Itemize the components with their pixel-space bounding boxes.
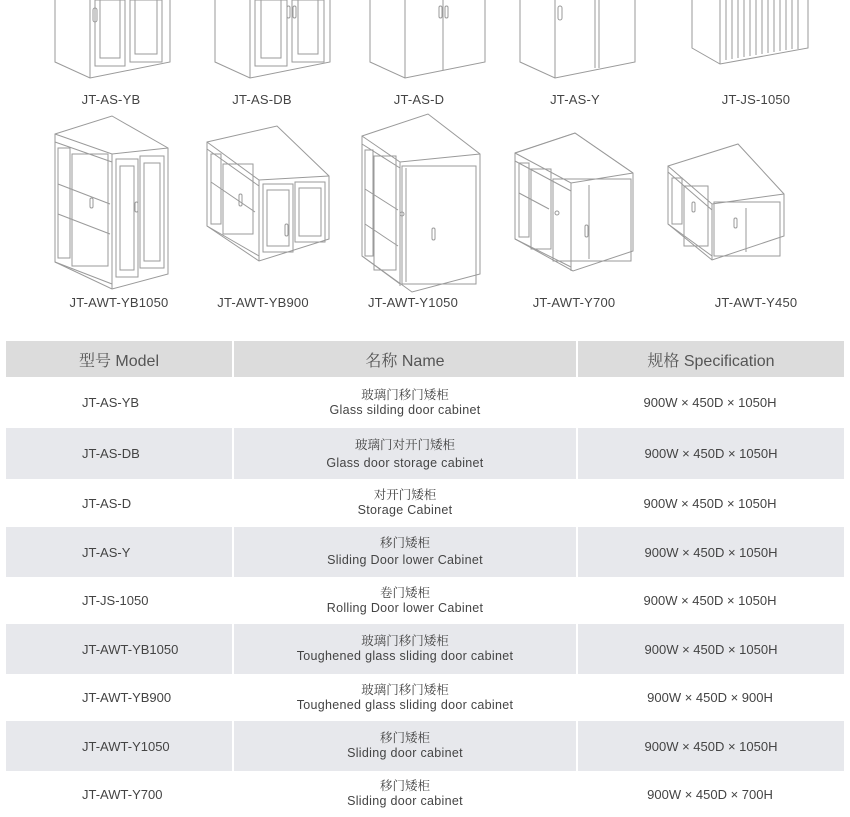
cell-name bbox=[234, 674, 578, 721]
cell-name bbox=[234, 428, 578, 479]
cell-model: JT-AS-DB bbox=[6, 428, 234, 479]
name-en: Rolling Door lower Cabinet bbox=[326, 600, 484, 615]
name-en: Toughened glass sliding door cabinet bbox=[296, 697, 514, 712]
cell-model: JT-AS-D bbox=[82, 495, 132, 511]
name-en: Sliding door cabinet bbox=[347, 746, 463, 760]
cell-spec: 900W × 450D × 900H bbox=[647, 690, 773, 705]
gallery-caption: JT-AS-YB bbox=[81, 92, 141, 107]
cell-spec: 900W × 450D × 1050H bbox=[643, 495, 777, 511]
cell-name bbox=[234, 527, 578, 577]
table-row bbox=[6, 377, 844, 428]
cell-name bbox=[234, 577, 578, 624]
gallery-caption: JT-AWT-Y1050 bbox=[367, 295, 459, 310]
gallery-caption: JT-AWT-Y700 bbox=[532, 295, 616, 310]
table-row bbox=[6, 771, 844, 817]
cell-spec: 900W × 450D × 1050H bbox=[578, 624, 844, 674]
header-spec: 规格 Specification bbox=[578, 341, 844, 377]
name-en: Glass door storage cabinet bbox=[326, 455, 484, 470]
name-zh: 对开门矮柜 bbox=[373, 488, 437, 502]
name-zh: 玻璃门移门矮柜 bbox=[361, 634, 449, 648]
name-zh: 玻璃门移门矮柜 bbox=[361, 387, 449, 402]
name-zh: 移门矮柜 bbox=[379, 779, 430, 793]
cell-spec: 900W × 450D × 1050H bbox=[578, 428, 844, 479]
cell-spec: 900W × 450D × 1050H bbox=[578, 721, 844, 771]
table-row bbox=[6, 527, 844, 577]
name-zh: 移门矮柜 bbox=[379, 731, 430, 745]
name-en: Storage Cabinet bbox=[357, 503, 453, 517]
table-row bbox=[6, 674, 844, 721]
table-row bbox=[6, 479, 844, 527]
cell-model: JT-AWT-Y700 bbox=[82, 786, 163, 802]
table-header-row bbox=[6, 341, 844, 377]
gallery-caption: JT-JS-1050 bbox=[721, 92, 791, 107]
cell-model: JT-AS-Y bbox=[6, 527, 234, 577]
table-row bbox=[6, 624, 844, 674]
table-row bbox=[6, 721, 844, 771]
table-row bbox=[6, 577, 844, 624]
header-name: 名称 Name bbox=[234, 341, 578, 377]
cell-model: JT-JS-1050 bbox=[82, 593, 149, 608]
name-zh: 卷门矮柜 bbox=[379, 585, 430, 600]
cell-spec: 900W × 450D × 1050H bbox=[643, 395, 777, 410]
cell-model: JT-AWT-YB1050 bbox=[6, 624, 234, 674]
cell-spec: 900W × 450D × 1050H bbox=[643, 593, 777, 608]
cell-name bbox=[234, 377, 578, 428]
gallery-caption: JT-AS-D bbox=[393, 92, 445, 107]
cell-name bbox=[234, 479, 578, 527]
table-row bbox=[6, 428, 844, 479]
name-en: Glass silding door cabinet bbox=[329, 402, 481, 417]
name-zh: 玻璃门对开门矮柜 bbox=[354, 437, 455, 452]
gallery-caption: JT-AS-Y bbox=[550, 92, 600, 107]
gallery-caption: JT-AS-DB bbox=[232, 92, 292, 107]
name-en: Sliding Door lower Cabinet bbox=[327, 553, 483, 567]
header-model: 型号 Model bbox=[6, 341, 234, 377]
cell-name bbox=[234, 771, 578, 817]
specification-table bbox=[6, 341, 844, 817]
name-en: Toughened glass sliding door cabinet bbox=[296, 649, 514, 663]
gallery-caption: JT-AWT-YB1050 bbox=[69, 295, 169, 310]
cell-model: JT-AS-YB bbox=[82, 395, 140, 410]
cell-model: JT-AWT-Y1050 bbox=[6, 721, 234, 771]
product-gallery bbox=[0, 0, 850, 330]
name-zh: 玻璃门移门矮柜 bbox=[361, 682, 449, 697]
cell-name bbox=[234, 721, 578, 771]
name-en: Sliding door cabinet bbox=[347, 794, 463, 808]
cell-name bbox=[234, 624, 578, 674]
name-zh: 移门矮柜 bbox=[379, 536, 430, 550]
gallery-caption: JT-AWT-YB900 bbox=[217, 295, 309, 310]
cell-spec: 900W × 450D × 1050H bbox=[578, 527, 844, 577]
cell-spec: 900W × 450D × 700H bbox=[647, 786, 773, 802]
gallery-caption: JT-AWT-Y450 bbox=[714, 295, 798, 310]
cell-model: JT-AWT-YB900 bbox=[82, 690, 172, 705]
